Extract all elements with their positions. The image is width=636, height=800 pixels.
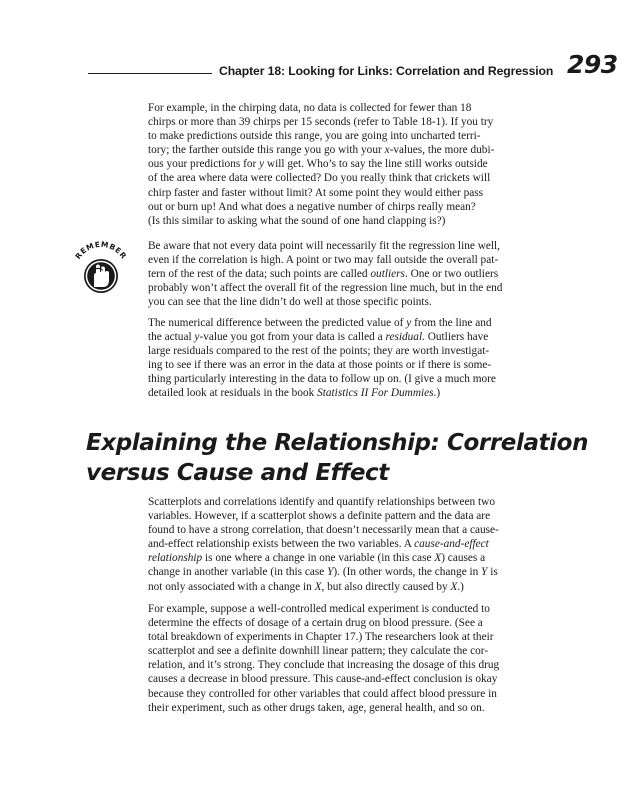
section-heading-line-1: Explaining the Relationship: Correlation [86,430,589,456]
text-run: -value you got from your data is called a [199,331,386,344]
italic-run: y [194,331,200,344]
text-line [148,701,552,715]
text-run: to make predictions outside this range, you are going into uncharted terri- [148,130,481,143]
italic-run: X [450,580,458,593]
text-run: out or burn up! And what does a negative number of chirps really mean? [148,200,476,213]
italic-run: cause-and-effect [414,538,489,551]
text-line [148,616,552,630]
text-line [148,344,552,358]
italic-run: x [384,144,390,157]
header-rule [88,73,212,74]
text-line [148,495,552,509]
text-line [148,267,552,281]
text-run: their experiment, such as other drugs taken, age, general health, and so on. [148,701,485,714]
paragraph-extrapolation [148,101,552,228]
text-run: relation, and it’s strong. They conclude that increasing the dosage of this drug [148,659,500,672]
italic-run: y [406,317,412,329]
text-line [148,537,552,551]
text-line [148,171,552,185]
text-line [148,200,552,214]
remember-icon [70,238,132,300]
text-run: thing particularly interesting in the data to follow up on. (I give a much more [148,373,496,386]
italic-run: y [259,158,265,171]
text-run: is [487,566,498,579]
text-run: ). (In other words, the change in [333,566,482,579]
paragraph-outliers [148,239,552,309]
text-line [148,330,552,344]
text-run: variables. However, if a scatterplot shows a definite pattern and the data are [148,510,491,523]
text-run: chirp faster and faster without limit? At some point they would either pass [148,186,484,199]
text-run: ous your predictions for [148,158,260,171]
text-line [148,523,552,537]
text-run: tory; the farther outside this range you go with your [148,144,385,157]
text-run: Scatterplots and correlations identify and quantify relationships between two [148,496,495,508]
text-run: -values, the more dubi- [389,144,495,157]
italic-run: residual. [385,331,425,344]
text-line [148,316,552,330]
text-line [148,644,552,658]
text-line [148,602,552,616]
text-line [148,281,552,295]
paragraph-cause-effect [148,495,552,594]
text-run: of the area where data were collected? Do you really think that crickets will [148,172,491,185]
text-line [148,295,552,309]
paragraph-residuals [148,316,552,401]
text-run: from the line and [411,317,492,329]
text-run: and-effect relationship exists between the two variables. A [148,538,415,551]
text-run: will get. Who’s to say the line still works outside [264,158,488,171]
text-run: you can see that the line didn’t do well at those specific points. [148,296,432,309]
italic-run: Y [327,566,334,579]
text-run: the actual [148,331,195,344]
chapter-title: Chapter 18: Looking for Links: Correlation and Regression [219,64,554,78]
italic-run: X [314,580,322,593]
text-run: because they controlled for other variables that could affect blood pressure in [148,687,497,700]
text-line [148,253,552,267]
text-line [148,129,552,143]
text-run: ) causes a [441,552,486,565]
text-line [148,358,552,372]
text-run: . One or two outliers [404,268,499,281]
text-line [148,115,552,129]
text-line [148,509,552,523]
text-line [148,143,552,157]
text-line [148,687,552,701]
text-run: probably won’t affect the overall fit of the regression line much, but in the end [148,282,503,295]
text-run: .) [433,387,441,400]
text-line [148,372,552,386]
text-line [148,551,552,565]
italic-run: X [434,552,442,565]
text-run: (Is this similar to asking what the sound of one hand clapping is?) [148,214,446,227]
text-run: For example, suppose a well-controlled medical experiment is conducted to [148,603,490,615]
paragraph-medical-example [148,602,552,715]
text-line [148,239,552,253]
text-run: scatterplot and see a definite downhill linear pattern; they calculate the cor- [148,645,489,658]
text-run: ing to see if there was an error in the data at those points or if there is some- [148,359,492,372]
section-heading [86,428,588,488]
text-run: , but also directly caused by [321,580,451,593]
text-line [148,658,552,672]
text-run: For example, in the chirping data, no data is collected for fewer than 18 [148,102,472,114]
text-run: detailed look at residuals in the book [148,387,318,400]
text-line [148,214,552,228]
text-run: .) [457,580,464,593]
text-run: causes a decrease in blood pressure. This cause-and-effect conclusion is okay [148,673,498,686]
text-run: large residuals compared to the rest of the points; they are worth investigat- [148,345,490,358]
text-run: Outliers have [424,331,489,344]
text-line [148,580,552,594]
text-run: tern of the rest of the data; such points are called [148,268,371,281]
text-run: The numerical difference between the predicted value of [148,317,407,329]
text-run: determine the effects of dosage of a certain drug on blood pressure. (See a [148,617,483,630]
italic-run: Statistics II For Dummies [317,387,434,400]
text-run: chirps or more than 39 chirps per 15 seconds (refer to Table 18-1). If you try [148,116,494,129]
italic-run: outliers [370,268,405,281]
text-line [148,386,552,400]
remember-label: REMEMBER [73,239,129,261]
text-line [148,565,552,579]
text-line [148,157,552,171]
text-line [148,630,552,644]
section-heading-line-2: versus Cause and Effect [86,460,389,486]
italic-run: Y [481,566,488,579]
text-run: Be aware that not every data point will necessarily fit the regression line well, [148,240,500,252]
text-run: not only associated with a change in [148,580,315,593]
italic-run: relationship [148,552,203,565]
page-number: 293 [567,50,618,79]
text-line [148,186,552,200]
text-run: even if the correlation is high. A point or two may fall outside the overall pat- [148,254,499,267]
text-run: total breakdown of experiments in Chapter 17.) The researchers look at their [148,631,494,644]
text-line [148,672,552,686]
text-run: found to have a strong correlation, that doesn’t necessarily mean that a cause- [148,524,499,537]
text-run: is one where a change in one variable (in this case [202,552,435,565]
text-run: change in another variable (in this case [148,566,328,579]
text-line [148,101,552,115]
